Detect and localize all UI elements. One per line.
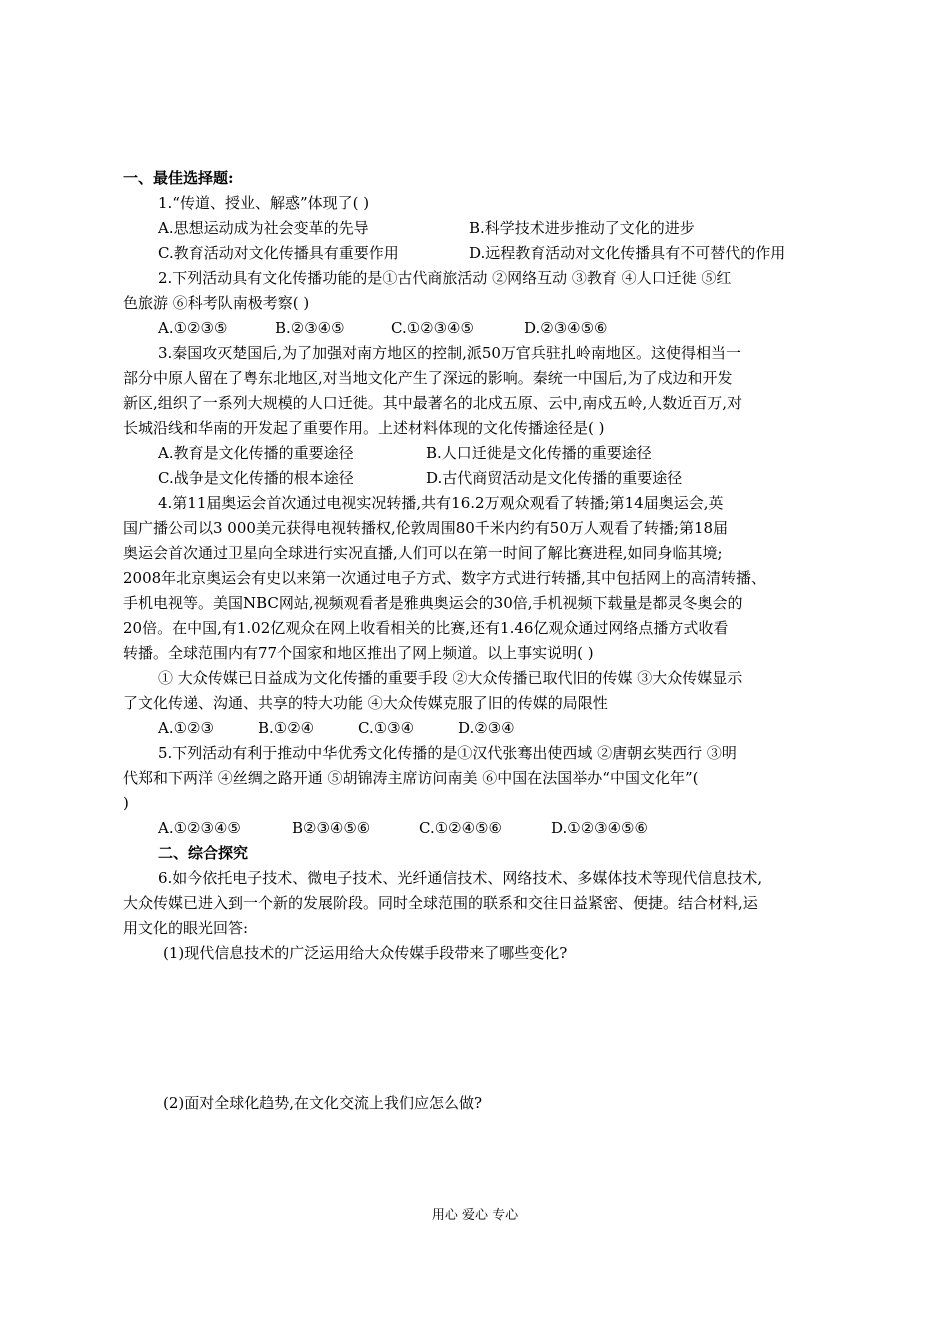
question-4-option-d: D.②③④ xyxy=(458,719,515,737)
question-1-options-row1 xyxy=(123,216,828,241)
question-6-sub-1: (1)现代信息技术的广泛运用给大众传媒手段带来了哪些变化? xyxy=(163,944,568,962)
question-2-stem-line1: 2.下列活动具有文化传播功能的是①古代商旅活动 ②网络互动 ③教育 ④人口迁徙 ⑤红 xyxy=(158,269,732,287)
question-4-stem-line5: 手机电视等。美国NBC网站,视频观看者是雅典奥运会的30倍,手机视频下载量是都灵冬奥会的 xyxy=(123,594,743,612)
question-3-stem-line1: 3.秦国攻灭楚国后,为了加强对南方地区的控制,派50万官兵驻扎岭南地区。这使得相当一 xyxy=(158,344,741,362)
question-2-options xyxy=(123,316,828,341)
question-5-option-d: D.①②③④⑤⑥ xyxy=(551,819,648,837)
question-6-stem-line2: 大众传媒已进入到一个新的发展阶段。同时全球范围的联系和交往日益紧密、便捷。结合材料,运 xyxy=(123,894,758,912)
question-4-stem-line4: 2008年北京奥运会有史以来第一次通过电子方式、数字方式进行转播,其中包括网上的高清转播、 xyxy=(123,569,766,587)
question-5-options xyxy=(123,816,828,841)
question-4-stem-line7: 转播。全球范围内有77个国家和地区推出了网上频道。以上事实说明( ) xyxy=(123,644,594,662)
question-2-option-c: C.①②③④⑤ xyxy=(391,319,474,337)
question-6-stem-line3: 用文化的眼光回答: xyxy=(123,919,249,937)
question-3-option-a: A.教育是文化传播的重要途径 xyxy=(158,444,354,462)
question-3-options-row2 xyxy=(123,466,828,491)
question-3-option-c: C.战争是文化传播的根本途径 xyxy=(158,469,354,487)
question-1-option-b: B.科学技术进步推动了文化的进步 xyxy=(469,219,695,237)
document-body xyxy=(123,166,828,1116)
question-4-stem-line3: 奥运会首次通过卫星向全球进行实况直播,人们可以在第一时间了解比赛进程,如同身临其境; xyxy=(123,544,723,562)
question-6-stem-line1: 6.如今依托电子技术、微电子技术、光纤通信技术、网络技术、多媒体技术等现代信息技术, xyxy=(158,869,763,887)
question-6-sub-2: (2)面对全球化趋势,在文化交流上我们应怎么做? xyxy=(163,1094,483,1112)
section-title-choice: 一、最佳选择题: xyxy=(123,169,234,187)
question-1-stem: 1.“传道、授业、解惑”体现了( ) xyxy=(158,194,370,212)
question-4-stem-line1: 4.第11届奥运会首次通过电视实况转播,共有16.2万观众观看了转播;第14届奥运会,英 xyxy=(158,494,724,512)
question-1-options-row2 xyxy=(123,241,828,266)
question-3-option-b: B.人口迁徙是文化传播的重要途径 xyxy=(426,444,652,462)
question-1-option-d: D.远程教育活动对文化传播具有不可替代的作用 xyxy=(469,244,786,262)
question-2-option-d: D.②③④⑤⑥ xyxy=(524,319,608,337)
question-4-options xyxy=(123,716,828,741)
question-5-option-b: B②③④⑤⑥ xyxy=(292,819,371,837)
question-5-option-a: A.①②③④⑤ xyxy=(158,819,241,837)
question-4-option-c: C.①③④ xyxy=(358,719,415,737)
question-5-stem-line2: 代郑和下两洋 ④丝绸之路开通 ⑤胡锦涛主席访问南美 ⑥中国在法国举办“中国文化年”( xyxy=(123,769,699,787)
question-2-stem-line2: 色旅游 ⑥科考队南极考察( ) xyxy=(123,294,310,312)
question-2-option-a: A.①②③⑤ xyxy=(158,319,228,337)
answer-space-1 xyxy=(123,966,828,1091)
question-2-option-b: B.②③④⑤ xyxy=(275,319,345,337)
question-4-statements-line2: 了文化传递、沟通、共享的特大功能 ④大众传媒克服了旧的传媒的局限性 xyxy=(123,694,608,712)
question-1-option-a: A.思想运动成为社会变革的先导 xyxy=(158,219,369,237)
question-5-option-c: C.①②④⑤⑥ xyxy=(419,819,502,837)
question-1-option-c: C.教育活动对文化传播具有重要作用 xyxy=(158,244,399,262)
question-3-options-row1 xyxy=(123,441,828,466)
question-3-stem-line2: 部分中原人留在了粤东北地区,对当地文化产生了深远的影响。秦统一中国后,为了戍边和开发 xyxy=(123,369,733,387)
question-3-stem-line4: 长城沿线和华南的开发起了重要作用。上述材料体现的文化传播途径是( ) xyxy=(123,419,605,437)
question-4-statements-line1: ① 大众传媒已日益成为文化传播的重要手段 ②大众传播已取代旧的传媒 ③大众传媒显示 xyxy=(158,669,743,687)
question-3-stem-line3: 新区,组织了一系列大规模的人口迁徙。其中最著名的北戍五原、云中,南戍五岭,人数近百万,对 xyxy=(123,394,743,412)
question-4-option-a: A.①②③ xyxy=(158,719,214,737)
page-footer: 用心 爱心 专心 xyxy=(431,1208,519,1223)
question-3-option-d: D.古代商贸活动是文化传播的重要途径 xyxy=(426,469,683,487)
question-4-stem-line2: 国广播公司以3 000美元获得电视转播权,伦敦周围80千米内约有50万人观看了转播;第18届 xyxy=(123,519,729,537)
question-4-stem-line6: 20倍。在中国,有1.02亿观众在网上收看相关的比赛,还有1.46亿观众通过网络点播方式收看 xyxy=(123,619,729,637)
question-4-option-b: B.①②④ xyxy=(258,719,315,737)
question-5-stem-line1: 5.下列活动有利于推动中华优秀文化传播的是①汉代张骞出使西域 ②唐朝玄奘西行 ③明 xyxy=(158,744,737,762)
section-title-inquiry: 二、综合探究 xyxy=(158,844,249,862)
question-5-stem-line3: ) xyxy=(123,794,129,812)
